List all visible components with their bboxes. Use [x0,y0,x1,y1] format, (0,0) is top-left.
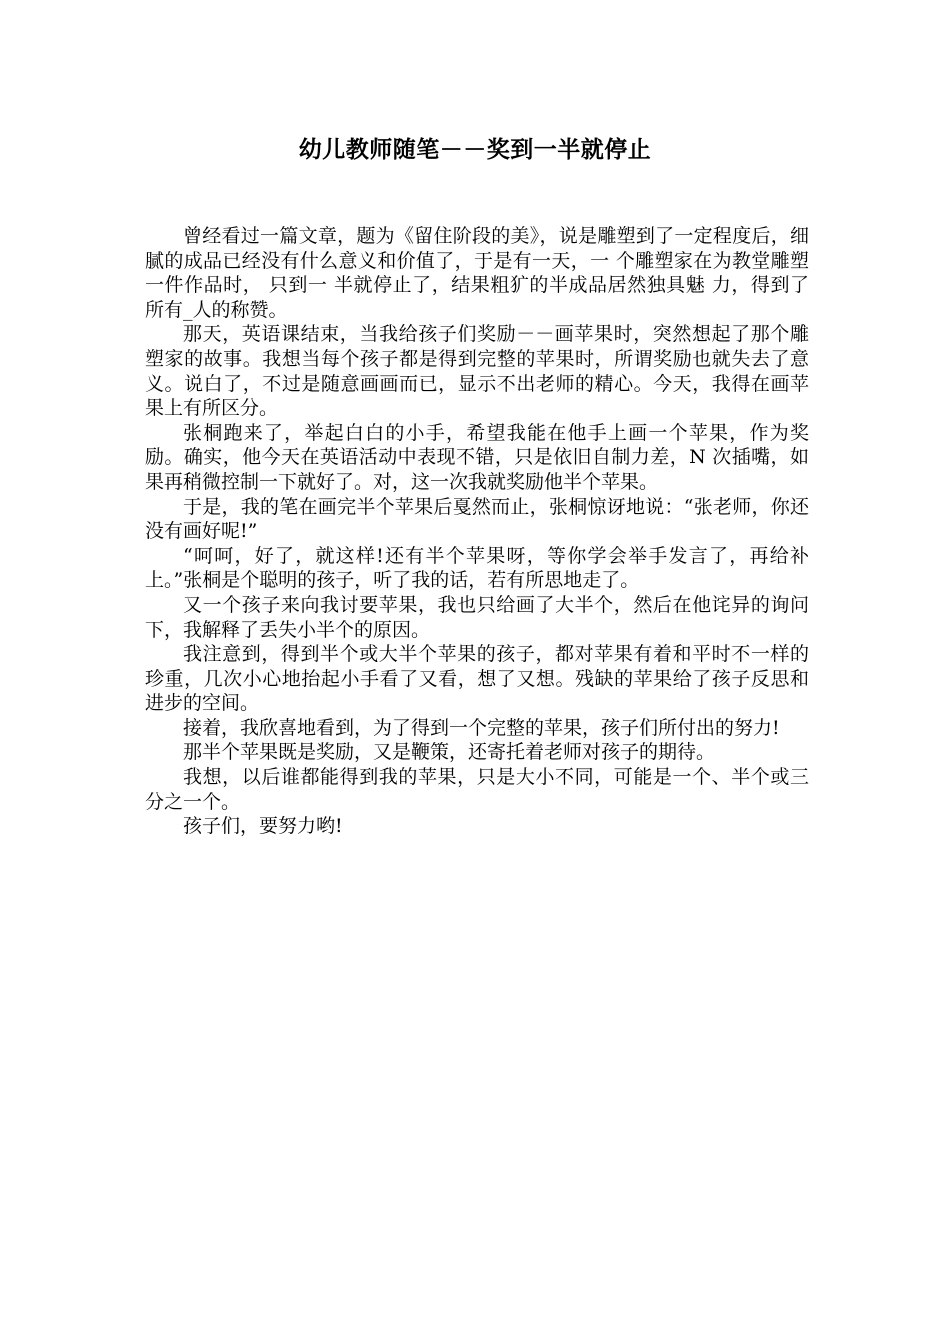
paragraph: 于是，我的笔在画完半个苹果后戛然而止，张桐惊讶地说：“张老师，你还没有画好呢!” [145,495,809,543]
paragraph: 接着，我欣喜地看到，为了得到一个完整的苹果，孩子们所付出的努力! [183,716,780,739]
paragraph: 又一个孩子来向我讨要苹果，我也只给画了大半个，然后在他诧异的询问下，我解释了丢失小半个的原因。 [145,593,809,641]
document-body [145,224,809,839]
paragraph: 张桐跑来了，举起白白的小手，希望我能在他手上画一个苹果，作为奖励。确实，他今天在英语活动中表现不错，只是依旧自制力差，N 次插嘴，如果再稍微控制一下就好了。对，这一次我就奖励他半个苹果。 [145,421,809,493]
paragraph: 那天，英语课结束，当我给孩子们奖励－－画苹果时，突然想起了那个雕塑家的故事。我想当每个孩子都是得到完整的苹果时，所谓奖励也就失去了意义。说白了，不过是随意画画而已，显示不出老师的精心。今天，我得在画苹果上有所区分。 [145,323,809,420]
paragraph: “呵呵，好了，就这样!还有半个苹果呀，等你学会举手发言了，再给补上。”张桐是个聪明的孩子，听了我的话，若有所思地走了。 [145,544,809,592]
document-title: 幼儿教师随笔－－奖到一半就停止 [298,137,652,163]
paragraph: 我注意到，得到半个或大半个苹果的孩子，都对苹果有着和平时不一样的珍重，几次小心地抬起小手看了又看，想了又想。残缺的苹果给了孩子反思和进步的空间。 [145,643,809,715]
paragraph: 曾经看过一篇文章，题为《留住阶段的美》，说是雕塑到了一定程度后，细腻的成品已经没有什么意义和价值了，于是有一天，一 个雕塑家在为教堂雕塑一件作品时， 只到一 半就停止了，结果粗犷的半成品居然独具魅 力，得到了所有_人的称赞。 [145,225,809,321]
paragraph: 孩子们，要努力哟! [183,815,343,838]
paragraph: 我想，以后谁都能得到我的苹果，只是大小不同，可能是一个、半个或三分之一个。 [145,766,809,813]
paragraph: 那半个苹果既是奖励，又是鞭策，还寄托着老师对孩子的期待。 [183,741,716,764]
